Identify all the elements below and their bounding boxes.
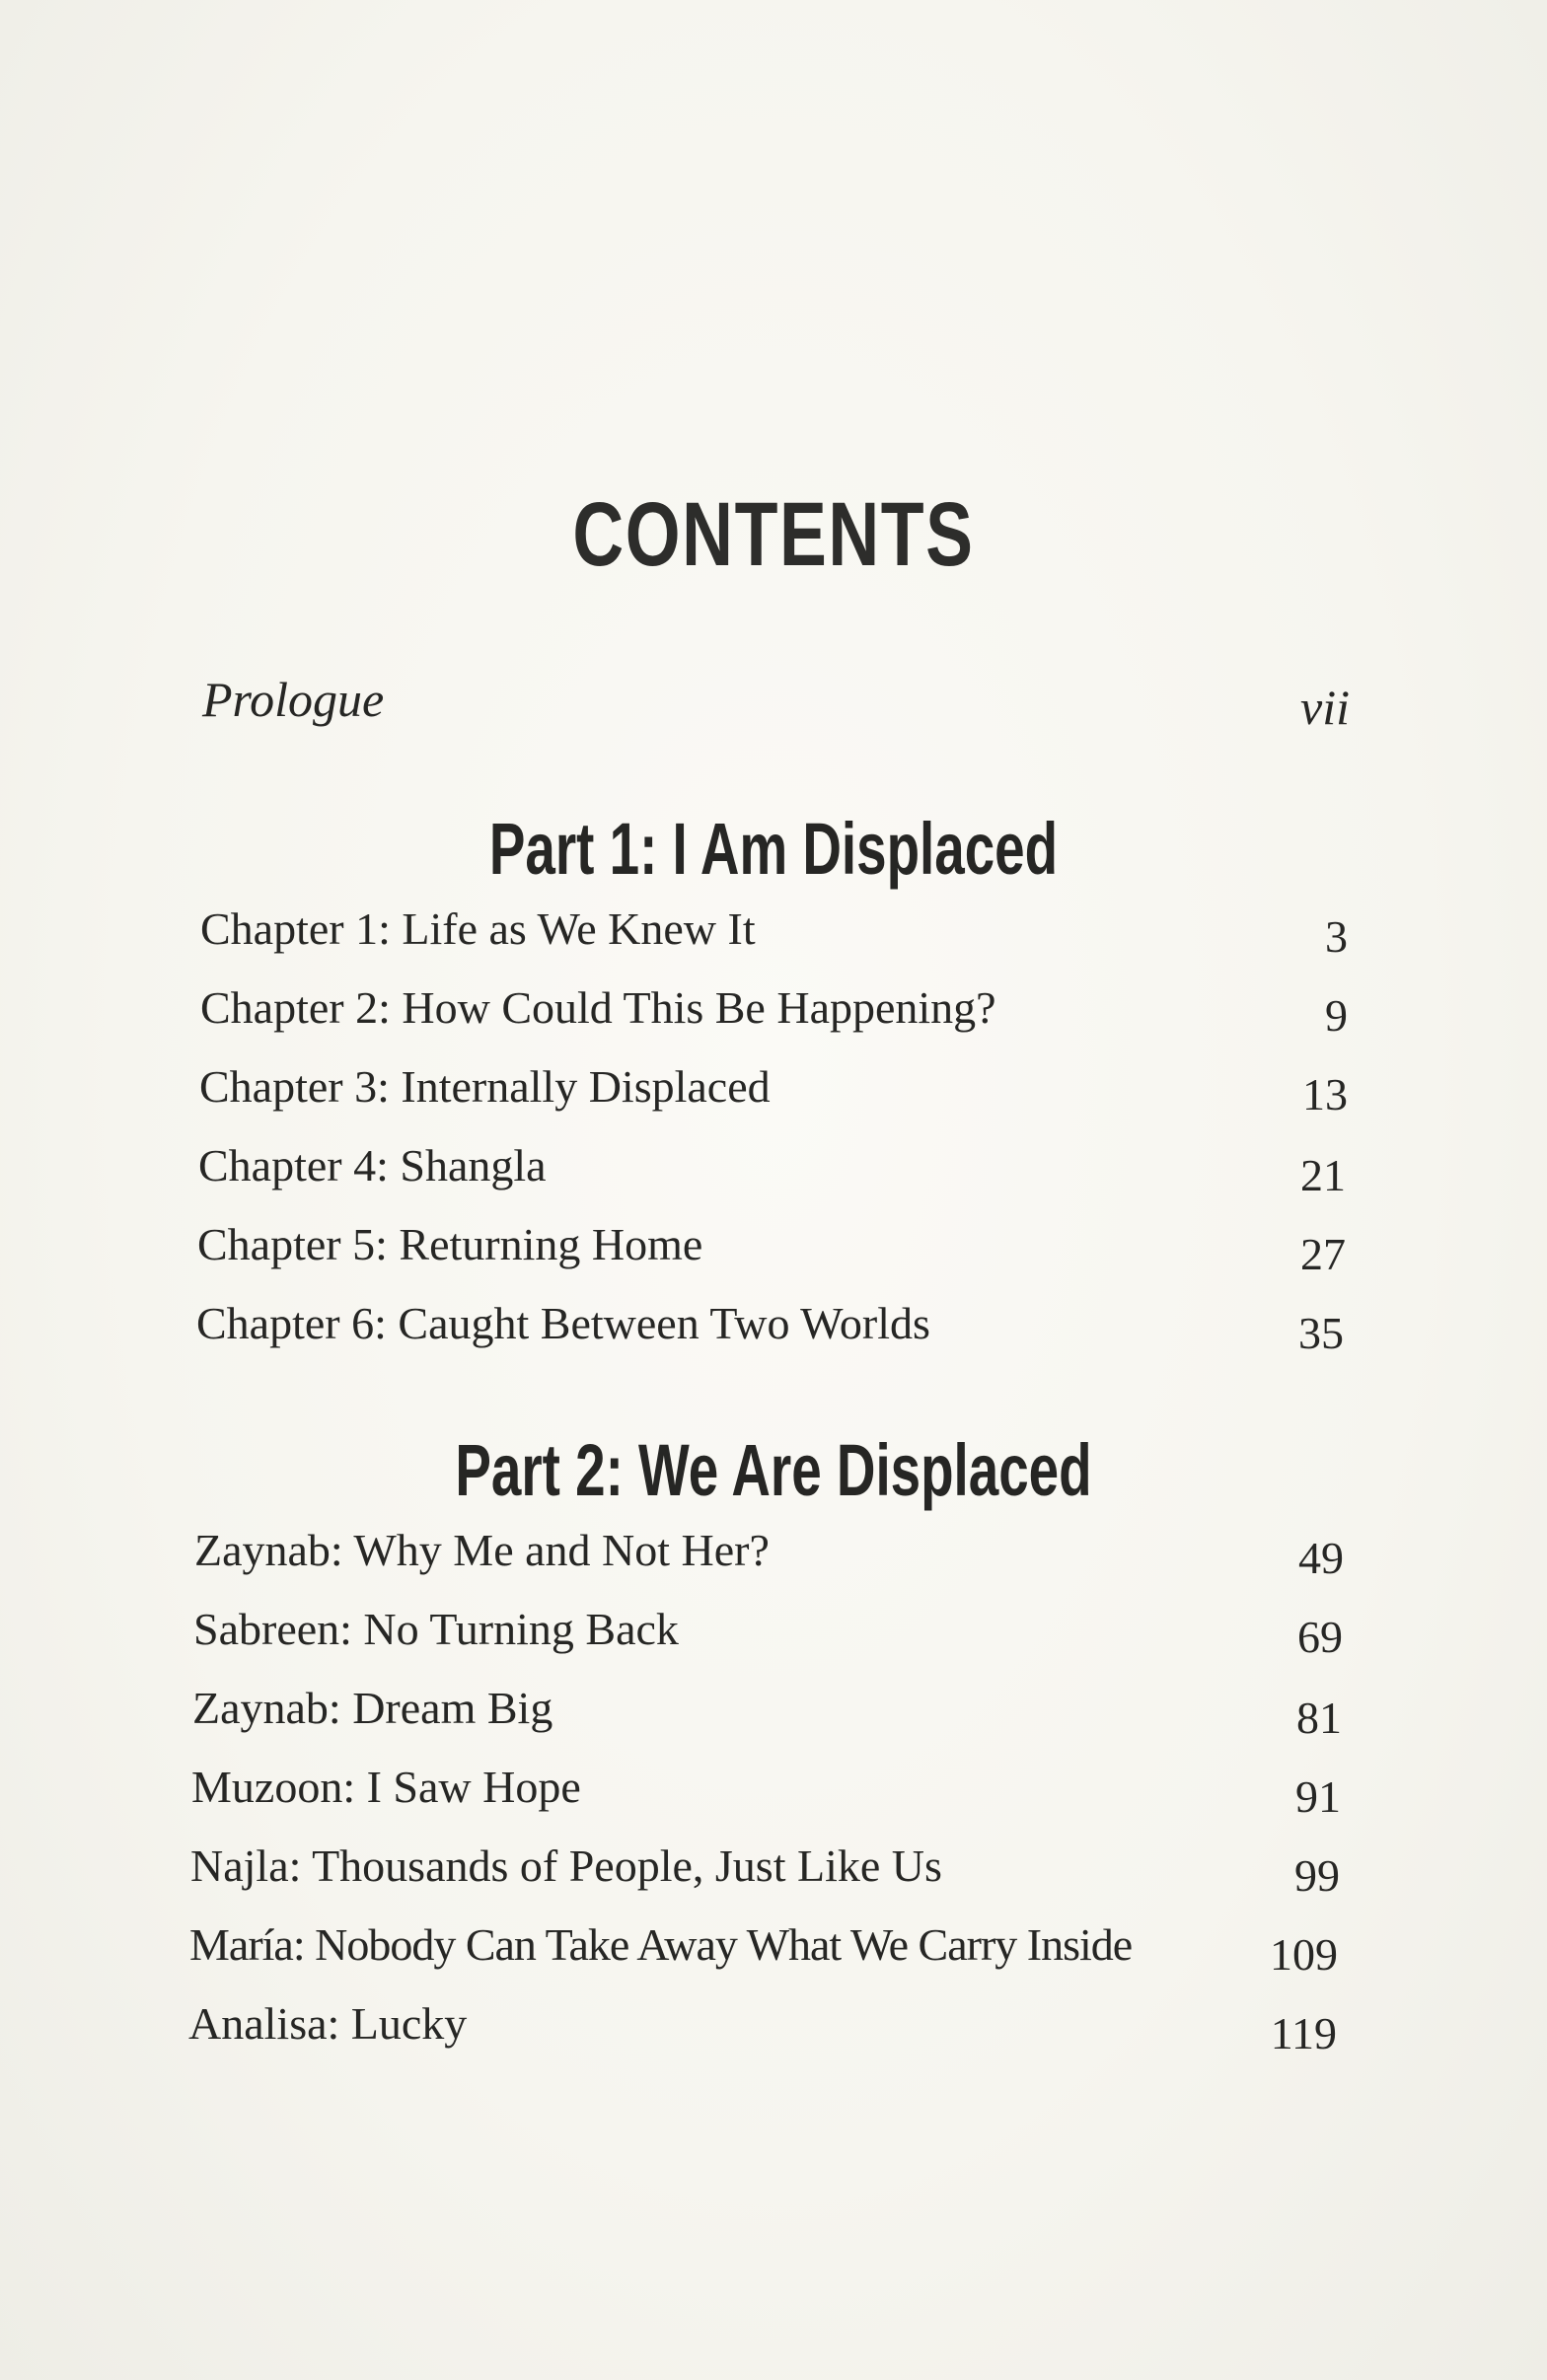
- toc-entry-label: Chapter 4: Shangla: [198, 1140, 547, 1190]
- toc-entry-page: 91: [1295, 1771, 1341, 1822]
- toc-entry-prologue: [0, 671, 1547, 740]
- toc-entry: [0, 1524, 1547, 1593]
- toc-entry-page: 27: [1300, 1229, 1346, 1279]
- toc-entry-label: Chapter 2: How Could This Be Happening?: [200, 982, 996, 1033]
- toc-entry-label: Analisa: Lucky: [188, 1998, 468, 2049]
- toc-entry-label: Zaynab: Why Me and Not Her?: [194, 1525, 770, 1575]
- toc-entry-page: 69: [1297, 1612, 1343, 1662]
- part-1-heading: Part 1: I Am Displaced: [488, 808, 1059, 890]
- toc-entry: [0, 1997, 1547, 2066]
- toc-entry-label: Chapter 5: Returning Home: [197, 1219, 703, 1269]
- toc-entry: [0, 1839, 1547, 1909]
- contents-title: CONTENTS: [572, 484, 975, 585]
- toc-entry: [0, 1761, 1547, 1830]
- toc-entry-page: 13: [1302, 1069, 1348, 1119]
- toc-entry-page: 109: [1270, 1929, 1338, 1980]
- toc-entry-label: María: Nobody Can Take Away What We Carry Inside: [189, 1919, 1133, 1970]
- toc-entry: [0, 1297, 1547, 1366]
- toc-entry: [0, 1918, 1547, 1987]
- toc-entry-page: 21: [1300, 1150, 1346, 1200]
- toc-entry-page: 119: [1270, 2008, 1337, 2058]
- toc-entry-page: 81: [1296, 1693, 1342, 1743]
- toc-entry-label: Muzoon: I Saw Hope: [191, 1762, 581, 1812]
- toc-entry-label: Najla: Thousands of People, Just Like Us: [190, 1840, 942, 1891]
- toc-entry: [0, 902, 1547, 972]
- toc-entry: [0, 981, 1547, 1050]
- toc-entry-page: vii: [1300, 680, 1350, 735]
- toc-entry-label: Chapter 6: Caught Between Two Worlds: [196, 1298, 930, 1348]
- toc-entry-label: Chapter 3: Internally Displaced: [199, 1061, 771, 1112]
- toc-entry: [0, 1603, 1547, 1672]
- part-2-heading: Part 2: We Are Displaced: [455, 1429, 1092, 1511]
- toc-entry-page: 9: [1325, 990, 1348, 1041]
- toc-entry: [0, 1139, 1547, 1208]
- toc-entry: [0, 1060, 1547, 1129]
- toc-entry-page: 3: [1325, 911, 1348, 962]
- toc-entry-label: Sabreen: No Turning Back: [193, 1604, 679, 1654]
- toc-entry-page: 35: [1298, 1308, 1344, 1358]
- toc-entry-label: Prologue: [202, 672, 385, 727]
- toc-entry-page: 49: [1298, 1533, 1344, 1583]
- toc-entry-label: Chapter 1: Life as We Knew It: [200, 903, 756, 954]
- toc-entry: [0, 1682, 1547, 1751]
- toc-entry-label: Zaynab: Dream Big: [192, 1683, 553, 1733]
- toc-entry-page: 99: [1294, 1850, 1340, 1901]
- toc-entry: [0, 1218, 1547, 1287]
